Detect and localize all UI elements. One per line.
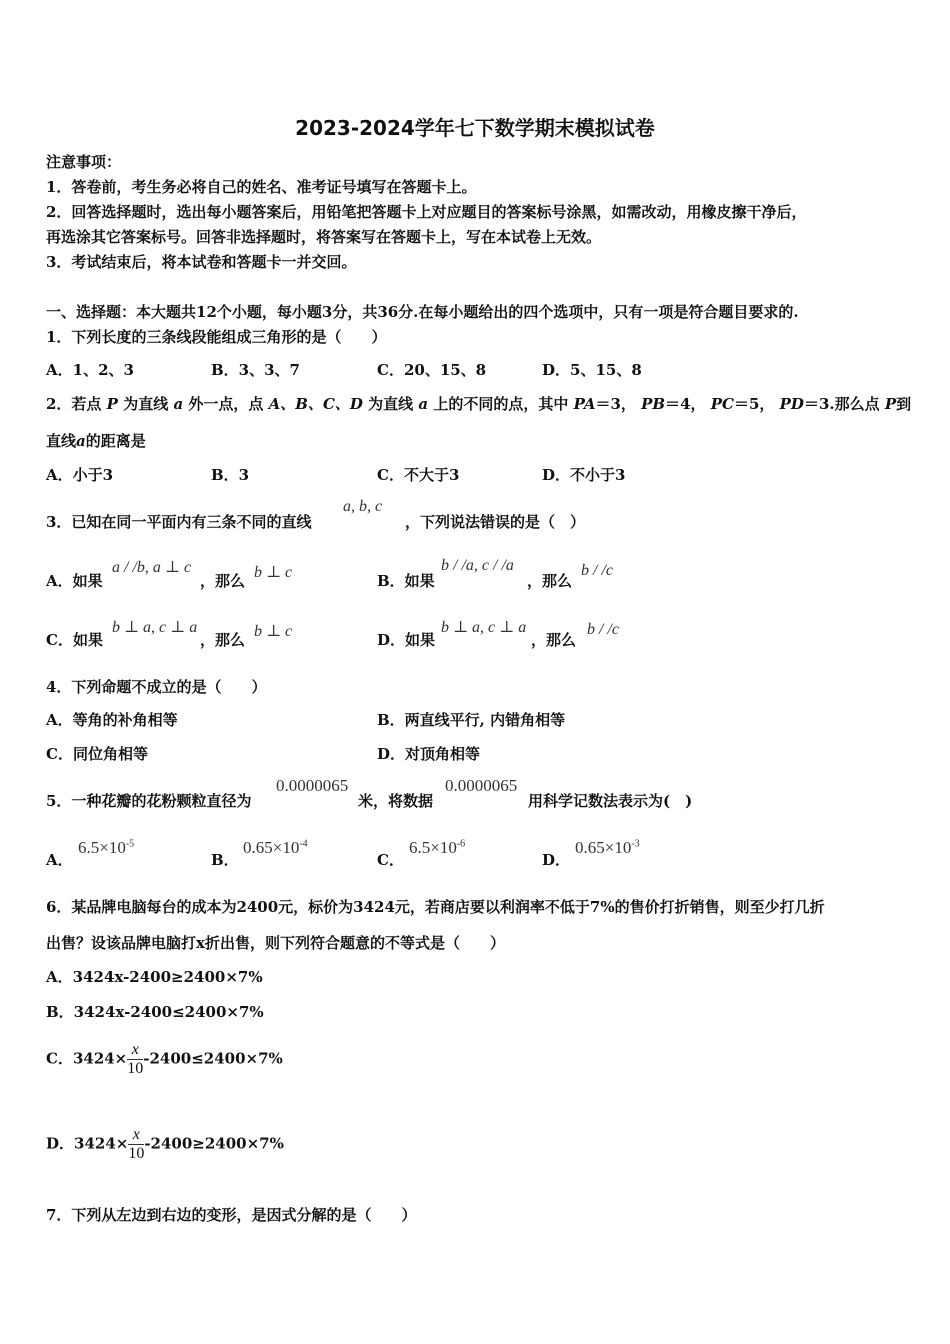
q5-option-c-value <box>409 838 465 858</box>
q3-stem-a: 3．已知在同一平面内有三条不同的直线 <box>46 513 312 531</box>
q5-option-d-value <box>575 838 640 858</box>
q5-stem-b: 米，将数据 <box>358 792 434 810</box>
q2-option-d: D．不小于3 <box>542 466 626 484</box>
q2-stem-line1 <box>46 394 911 414</box>
q6-stem-line1: 6．某品牌电脑每台的成本为2400元，标价为3424元，若商店要以利润率不低于7%的售价打折销售，则至少打几折 <box>46 898 825 916</box>
q6-option-c-num: x <box>127 1041 143 1060</box>
q5-value-2: 0.0000065 <box>445 776 518 795</box>
q2-pd: PD <box>779 395 804 413</box>
q2-text-4: 上的不同的点，其中 <box>433 395 569 413</box>
q2-points: A、B、C、D <box>268 395 363 413</box>
q2-option-b: B．3 <box>211 466 250 484</box>
q1-option-d: D．5、15、8 <box>542 361 642 379</box>
q3-option-a-cond: a / /b, a ⊥ c <box>112 559 192 576</box>
q6-option-c-fraction <box>127 1041 143 1078</box>
q5-option-b-value <box>243 838 308 858</box>
q2-line-a-2: a <box>418 395 429 413</box>
q2-line2b: 的距离是 <box>85 432 146 450</box>
q2-point-p-2: P <box>884 395 897 413</box>
q5-value-1: 0.0000065 <box>276 776 349 795</box>
q1-option-b: B．3、3、7 <box>211 361 300 379</box>
q2-option-c: C．不大于3 <box>377 466 460 484</box>
q5-option-a-label: A． <box>46 851 73 869</box>
q2-text-1: 为直线 <box>123 395 169 413</box>
q5-option-d-base: 0.65×10 <box>575 838 632 857</box>
q3-option-c-mid: ，那么 <box>200 631 246 649</box>
q5-option-c-base: 6.5×10 <box>409 838 457 857</box>
q2-v1: ＝3， <box>595 395 636 413</box>
q5-option-b-base: 0.65×10 <box>243 838 300 857</box>
q6-option-d-num: x <box>128 1126 144 1145</box>
q3-option-b-res: b / /c <box>581 562 613 579</box>
q2-v3: ＝5， <box>733 395 775 413</box>
notice-item-1: 1．答卷前，考生务必将自己的姓名、准考证号填写在答题卡上。 <box>46 178 477 196</box>
q3-vars: a, b, c <box>343 498 383 515</box>
q3-option-a-mid: ，那么 <box>200 572 246 590</box>
q6-option-d <box>46 1126 284 1163</box>
q3-stem-b: ，下列说法错误的是（ ） <box>405 513 586 531</box>
q3-option-b-cond: b / /a, c / /a <box>441 557 514 574</box>
q2-point-p: P <box>106 395 118 413</box>
q6-stem-line2: 出售？设该品牌电脑打x折出售，则下列符合题意的不等式是（ ） <box>46 934 505 952</box>
notice-item-3: 3．考试结束后，将本试卷和答题卡一并交回。 <box>46 253 357 271</box>
q2-text-5: 到 <box>896 395 912 413</box>
q4-option-d: D．对顶角相等 <box>377 745 481 763</box>
q2-pa: PA <box>573 395 596 413</box>
q3-option-c-label: C．如果 <box>46 631 103 649</box>
q5-stem-c: 用科学记数法表示为( ) <box>528 792 693 810</box>
q6-option-d-fraction <box>128 1126 144 1163</box>
q5-option-a-exp: -5 <box>125 838 135 850</box>
q3-option-d-res: b / /c <box>587 621 619 638</box>
notice-item-2: 2．回答选择题时，选出每小题答案后，用铅笔把答题卡上对应题目的答案标号涂黑，如需改动，用橡皮擦干净后， <box>46 203 807 221</box>
q4-option-c: C．同位角相等 <box>46 745 148 763</box>
q5-option-c-exp: -6 <box>456 838 466 850</box>
q5-option-d-exp: -3 <box>631 838 640 850</box>
q3-option-b-mid: ，那么 <box>527 572 573 590</box>
q6-option-d-label: D．3424× <box>46 1134 129 1153</box>
q2-num: 2．若点 <box>46 395 102 413</box>
q2-line2a: 直线 <box>46 432 77 450</box>
q3-option-d-cond: b ⊥ a, c ⊥ a <box>441 619 527 636</box>
q6-option-c <box>46 1041 283 1078</box>
q7-stem: 7．下列从左边到右边的变形，是因式分解的是（ ） <box>46 1206 417 1224</box>
q2-text-2: 外一点，点 <box>188 395 264 413</box>
q6-option-a: A．3424x-2400≥2400×7% <box>46 968 263 986</box>
q1-stem: 1．下列长度的三条线段能组成三角形的是（ ） <box>46 328 387 346</box>
q5-option-b-label: B． <box>211 851 239 869</box>
q6-option-c-label: C．3424× <box>46 1049 128 1068</box>
q6-option-b: B．3424x-2400≤2400×7% <box>46 1003 264 1021</box>
q5-option-a-value <box>78 838 134 858</box>
q5-option-b-exp: -4 <box>299 838 308 850</box>
q3-option-c-cond: b ⊥ a, c ⊥ a <box>112 619 198 636</box>
q4-option-b: B．两直线平行, 内错角相等 <box>377 711 566 729</box>
q2-text-3: 为直线 <box>368 395 414 413</box>
q5-option-d-label: D． <box>542 851 571 869</box>
q2-pb: PB <box>641 395 666 413</box>
section-heading: 一、选择题：本大题共12个小题，每小题3分，共36分.在每小题给出的四个选项中，只有一项是符合题目要求的. <box>46 303 799 321</box>
q3-option-c-res: b ⊥ c <box>254 623 293 640</box>
q5-option-a-base: 6.5×10 <box>78 838 126 857</box>
q3-option-d-label: D．如果 <box>377 631 436 649</box>
q1-option-c: C．20、15、8 <box>377 361 487 379</box>
notice-heading: 注意事项： <box>46 153 122 171</box>
q3-option-d-mid: ，那么 <box>531 631 577 649</box>
q6-option-d-rest: -2400≥2400×7% <box>144 1134 284 1153</box>
notice-item-2-cont: 再选涂其它答案标号。回答非选择题时，将答案写在答题卡上，写在本试卷上无效。 <box>46 228 602 246</box>
q2-pc: PC <box>710 395 734 413</box>
q3-option-a-label: A．如果 <box>46 572 103 590</box>
q2-line-a-3: a <box>76 432 86 450</box>
q3-option-b-label: B．如果 <box>377 572 435 590</box>
q1-option-a: A．1、2、3 <box>46 361 134 379</box>
q6-option-d-den: 10 <box>128 1145 145 1162</box>
q6-option-c-rest: -2400≤2400×7% <box>143 1049 283 1068</box>
q6-option-c-den: 10 <box>127 1060 144 1077</box>
q4-stem: 4．下列命题不成立的是（ ） <box>46 678 267 696</box>
q5-option-c-label: C． <box>377 851 404 869</box>
q2-line-a: a <box>173 395 184 413</box>
q2-stem-line2 <box>46 431 146 451</box>
q4-option-a: A．等角的补角相等 <box>46 711 178 729</box>
page-title: 2023-2024学年七下数学期末模拟试卷 <box>295 116 655 140</box>
q5-stem-a: 5．一种花瓣的花粉颗粒直径为 <box>46 792 252 810</box>
q2-option-a: A．小于3 <box>46 466 114 484</box>
q2-v4: ＝3.那么点 <box>803 395 880 413</box>
q2-v2: ＝4， <box>665 395 706 413</box>
q3-option-a-res: b ⊥ c <box>254 564 293 581</box>
